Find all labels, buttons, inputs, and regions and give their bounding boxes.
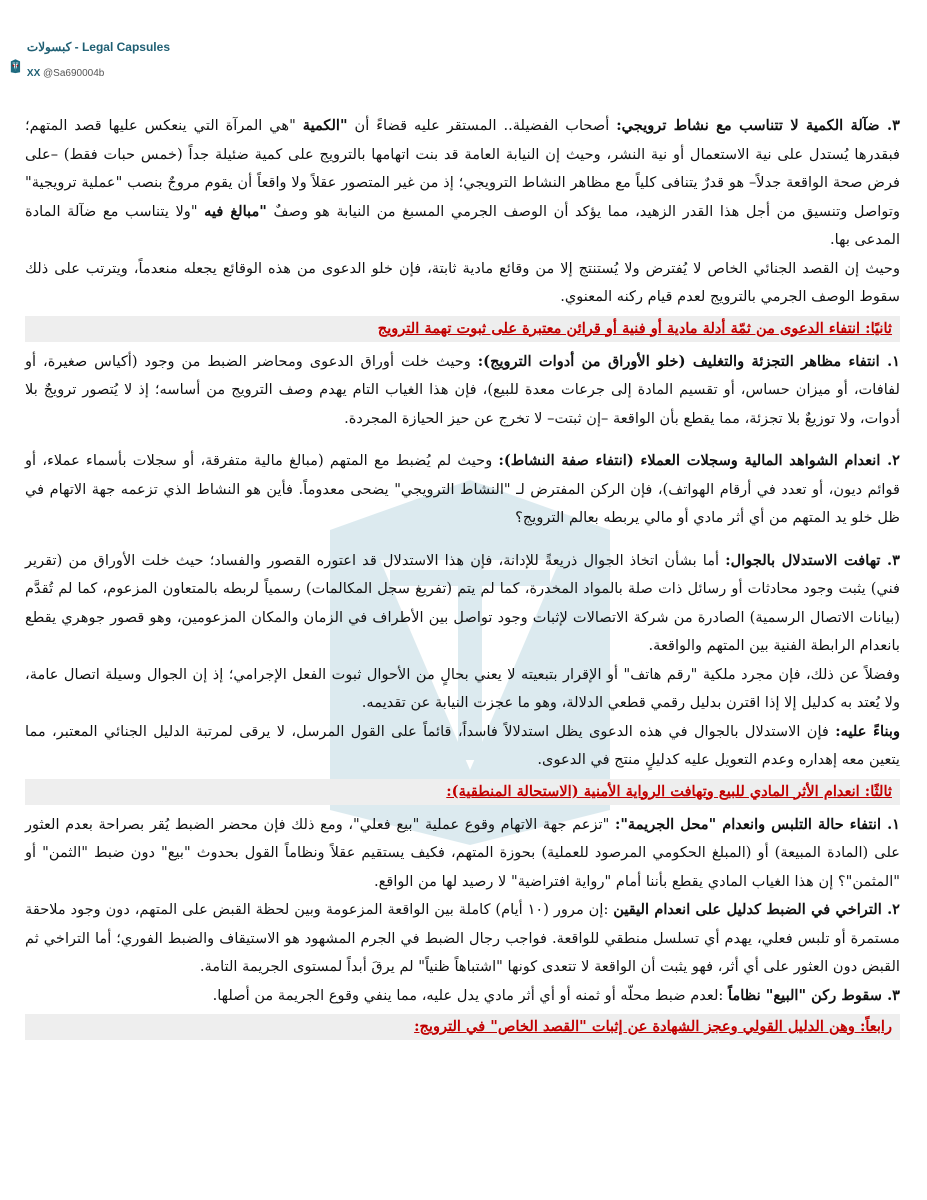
s2-item2-text: وحيث لم يُضبط مع المتهم (مبالغ مالية متفرقة، أو سجلات بأسماء عملاء، أو قوائم ديون، أو تعدد في أرقام الهواتف)، فإن الركن المفترض لـ "النشاط الترويجي" يضحى معدوماً. فأين هو النشاط الذي تزعمه جهة الاتهام في ظل خلو يد المتهم من أي أثر مادي أو مالي يربطه بعالم الترويج؟ [25,452,900,526]
s1-item3-text-c: "هي المرآة التي ينعكس عليها قصد المتهم؛ فبقدرها يُستدل على نية الاستعمال أو نية النشر، وحيث إن النيابة العامة قد بنت اتهامها بالترويج على كمية ضئيلة جداً (خمس حبات فقط) –على فرض صحة الواقعة جدلاً– هو قدرٌ يتنافى كلياً مع مظاهر النشاط الترويجي؛ إذ من غير المتصور عقلاً ولا واقعاً أن يقوم مروجٌ بنصب "عملية ترويجية" وتواصل وتنسيق من أجل هذا القدر الزهيد، مما يؤكد أن الوصف الجرمي المسبغ من النيابة هو وصفٌ [25,117,900,220]
legal-capsules-logo [10,30,170,102]
s3-item2 [25,896,900,982]
s1-para: وحيث إن القصد الجنائي الخاص لا يُفترض ولا يُستنتج إلا من وقائع مادية ثابتة، فإن خلو الدعوى من هذه الوقائع يجعله منعدماً، ويترتب على ذلك سقوط الوصف الجرمي بالترويج لعدم قيام ركنه المعنوي. [25,259,900,305]
s2-para2: وفضلاً عن ذلك، فإن مجرد ملكية "رقم هاتف" أو الإقرار بتبعيته لا يعني بحالٍ من الأحوال ثبوت الفعل الإجرامي؛ إذ إن الجوال وسيلة اتصال عامة، ولا يُعتد به كدليل إلا إذا اقترن بدليل رقمي قطعي الدلالة، وهو ما عجزت النيابة عن تقديمه. [25,665,900,711]
s1-item3-title: ٣. ضآلة الكمية لا تتناسب مع نشاط ترويجي: [616,117,900,134]
s2-item2-title: ٢. انعدام الشواهد المالية وسجلات العملاء (انتفاء صفة النشاط): [498,452,900,469]
section-3-heading: ثالثًا: انعدام الأثر المادي للبيع وتهافت الرواية الأمنية (الاستحالة المنطقية): [25,779,900,805]
handle-text: @Sa690004b [43,68,105,79]
s2-item1 [25,348,900,434]
s2-item1-text: وحيث خلت أوراق الدعوى ومحاضر الضبط من وجود (أكياس صغيرة، أو لفافات، أو ميزان حساس، أو تقسيم المادة إلى جرعات معدة للبيع)، فإن هذا الغياب التام يهدم وصف الترويج من أساسه؛ إذ لا يُتصور ترويجٌ بلا أدوات، ولا توزيعٌ بلا تجزئة، مما يقطع بأن الواقعة –إن ثبتت– لا تخرج عن حيز الحيازة المجردة. [25,352,900,427]
s3-item2-title: ٢. التراخي في الضبط كدليل على انعدام اليقين [613,901,900,918]
s2-item1-title: ١. انتفاء مظاهر التجزئة والتغليف (خلو الأوراق من أدوات الترويج): [477,352,900,370]
document-body [25,112,900,1046]
s1-item3 [25,112,900,255]
social-handle [27,68,170,79]
s1-item3-bold-d: "مبالغ فيه [204,202,267,220]
scales-of-justice-icon [10,30,21,102]
s1-item3-text-e: "ولا يتناسب مع ضآلة المادة المدعى بها. [25,202,900,248]
s2-item3-text: أما بشأن اتخاذ الجوال ذريعةً للإدانة، فإن هذا الاستدلال قد اعتوره القصور والفساد؛ حيث خلت الأوراق من (تقرير فني) يثبت وجود محادثات أو رسائل ذات صلة بالمواد المخدرة، كما لم يتم (تفريغ سجل المكالمات) رسمياً لربطه بالمتعاون المزعوم، كما لم تُقدَّم (بيانات الاتصال الرسمية) الصادرة من شركة الاتصالات لإثبات وجود تواصل بين الأطراف في الزمان والمكان المزعومين، وهو قصور جوهري يقطع بانعدام الرابطة الفنية بين المتهم والواقعة. [25,551,900,654]
s3-item1 [25,811,900,897]
logo-mark: XX [26,68,41,79]
s3-item1-text: "تزعم جهة الاتهام وقوع عملية "بيع فعلي"، ومع ذلك فإن محضر الضبط يُقر بصراحة بعدم العثور على (المادة المبيعة) أو (المبلغ الحكومي المرصود للعملية) بحوزة المتهم، فكيف يستقيم عقلاً ونظاماً القول بحدوث "بيع" دون ضبط "الثمن" أو "المثمن"؟ إن هذا الغياب المادي يقطع بأننا أمام "رواية افتراضية" لا رصيد لها من الواقع. [25,815,900,890]
s2-item3-title: ٣. تهافت الاستدلال بالجوال: [725,551,900,569]
s2-para3-text: فإن الاستدلال بالجوال في هذه الدعوى يظل استدلالاً فاسداً، قائماً على القول المرسل، لا يرقى لمرتبة الدليل الجنائي المعتبر، مما يتعين معه إهداره وعدم التعويل عليه كدليلٍ منتج في الدعوى. [25,722,900,768]
s3-item1-title: ١. انتفاء حالة التلبس وانعدام "محل الجريمة": [614,815,900,833]
section-4-heading: رابعاً: وهن الدليل القولي وعجز الشهادة عن إثبات "القصد الخاص" في الترويج: [25,1014,900,1040]
s3-item3-text: :لعدم ضبط محلّه أو ثمنه أو أي أثر مادي يدل عليه، مما ينفي وقوع الجريمة من أصلها. [212,986,728,1004]
s1-item3-text-a: أصحاب الفضيلة.. المستقر عليه قضاءً أن [347,117,617,134]
section-2-heading: ثانيًا: انتفاء الدعوى من ثمّة أدلة مادية أو فنية أو قرائن معتبرة على ثبوت تهمة الترويج [25,316,900,342]
s3-item3 [25,982,900,1011]
s2-para3-title: وبناءً عليه: [835,722,900,740]
s3-item2-text: :إن مرور (١٠ أيام) كاملة بين الواقعة المزعومة وبين لحظة القبض على المتهم، دون وجود ملاحقة مستمرة أو تلبس فعلي، يهدم أي تسلسل منطقي للواقعة. فواجب رجال الضبط في الجرم المشهود هو الاستيقاف والضبط الفوري؛ أما التراخي ثم القبض دون العثور على أي أثر، فهو يثبت أن الواقعة لا تتعدى كونها "اشتباهاً ظنياً" لم يرقَ أبداً لمستوى الجريمة التامة. [25,901,900,975]
s1-item3-bold-b: "الكمية [302,117,348,134]
s2-item3 [25,547,900,661]
s2-item2 [25,447,900,533]
s2-para3 [25,718,900,775]
brand-name: كبسولات - Legal Capsules [26,40,170,54]
s3-item3-title: ٣. سقوط ركن "البيع" نظاماً [727,986,900,1004]
